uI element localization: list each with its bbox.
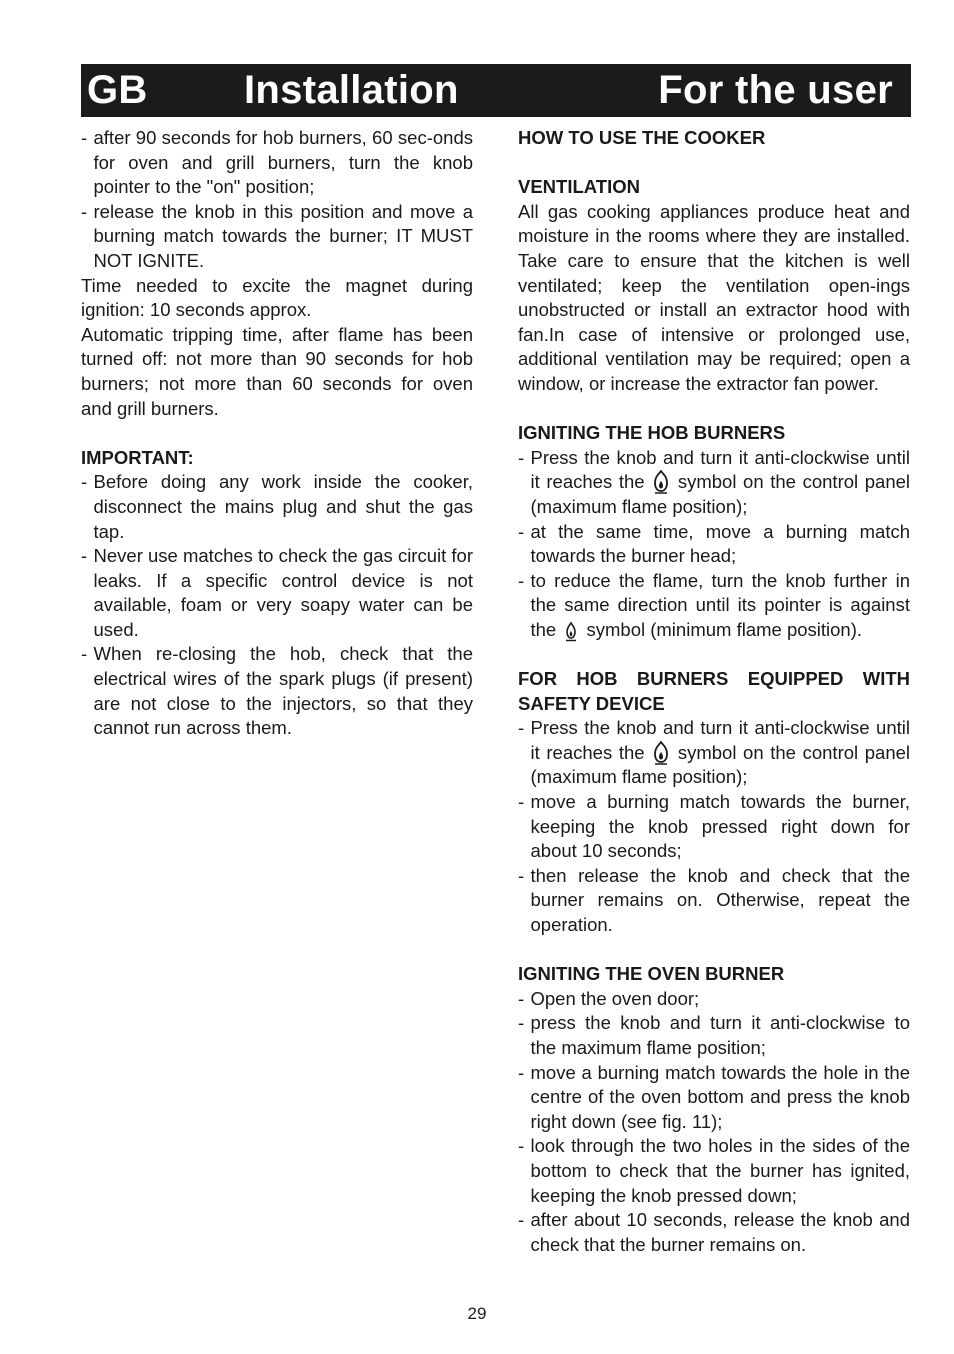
left-column: [81, 126, 473, 741]
oven-steps-list: [518, 987, 910, 1258]
main-heading: HOW TO USE THE COOKER: [518, 127, 766, 148]
tripping-time-text: Automatic tripping time, after flame has been turned off: not more than 90 seconds for hob burners; not more than 60 seconds for oven and grill burners.: [81, 323, 473, 419]
important-list: [81, 470, 473, 741]
large-flame-icon: [652, 470, 670, 492]
list-item: - to reduce the flame, turn the knob further in the same direction until its pointer is against the symbol (minimum flame position).: [518, 569, 910, 643]
list-item: - Before doing any work inside the cooker, disconnect the mains plug and shut the gas tap.: [81, 470, 473, 544]
language-code: GB: [87, 68, 148, 112]
list-item: - Press the knob and turn it anti-clockwise until it reaches the symbol on the control panel (maximum flame position);: [518, 716, 910, 790]
list-item: - When re-closing the hob, check that the electrical wires of the spark plugs (if present) are not close to the injectors, so that they cannot run across them.: [81, 642, 473, 740]
list-item: - at the same time, move a burning match towards the burner head;: [518, 520, 910, 569]
list-item: - move a burning match towards the burner, keeping the knob pressed right down for about 10 seconds;: [518, 790, 910, 864]
audience-title: For the user: [658, 68, 893, 112]
list-item: - after 90 seconds for hob burners, 60 sec-onds for oven and grill burners, turn the knob pointer to the "on" position;: [81, 126, 473, 200]
release-steps-list: [81, 126, 473, 274]
important-heading: IMPORTANT:: [81, 446, 194, 468]
small-flame-icon: [562, 618, 580, 640]
list-item: - look through the two holes in the sides of the bottom to check that the burner has ignited, keeping the knob pressed down;: [518, 1134, 910, 1208]
safety-heading: FOR HOB BURNERS EQUIPPED WITH SAFETY DEVICE: [518, 668, 910, 714]
oven-heading: IGNITING THE OVEN BURNER: [518, 963, 785, 985]
hob-steps-list: [518, 446, 910, 643]
list-item: - Never use matches to check the gas circuit for leaks. If a specific control device is not available, foam or very soapy water can be used.: [81, 544, 473, 642]
ventilation-heading: VENTILATION: [518, 176, 640, 198]
section-title: Installation: [244, 68, 459, 112]
list-item: - Press the knob and turn it anti-clockwise until it reaches the symbol on the control panel (maximum flame position);: [518, 446, 910, 520]
hob-heading: IGNITING THE HOB BURNERS: [518, 422, 786, 444]
list-item: - Open the oven door;: [518, 987, 910, 1012]
list-item: - press the knob and turn it anti-clockwise to the maximum flame position;: [518, 1011, 910, 1060]
page-header: [81, 64, 911, 117]
ventilation-text: All gas cooking appliances produce heat and moisture in the rooms where they are installed. Take care to ensure that the kitchen is well ventilated; keep the ventilation open-ings unobstructed or install an extractor hood with fan.In case of intensive or prolonged use, additional ventilation may be required; open a window, or increase the extractor fan power.: [518, 200, 910, 394]
safety-steps-list: [518, 716, 910, 937]
list-item: - then release the knob and check that the burner remains on. Otherwise, repeat the operation.: [518, 864, 910, 938]
list-item: - release the knob in this position and move a burning match towards the burner; IT MUST NOT IGNITE.: [81, 200, 473, 274]
large-flame-icon: [652, 741, 670, 763]
right-column: [518, 126, 910, 1257]
page-number: 29: [467, 1304, 487, 1323]
magnet-time-text: Time needed to excite the magnet during ignition: 10 seconds approx.: [81, 274, 473, 321]
list-item: - move a burning match towards the hole in the centre of the oven bottom and press the knob right down (see fig. 11);: [518, 1061, 910, 1135]
list-item: - after about 10 seconds, release the knob and check that the burner remains on.: [518, 1208, 910, 1257]
